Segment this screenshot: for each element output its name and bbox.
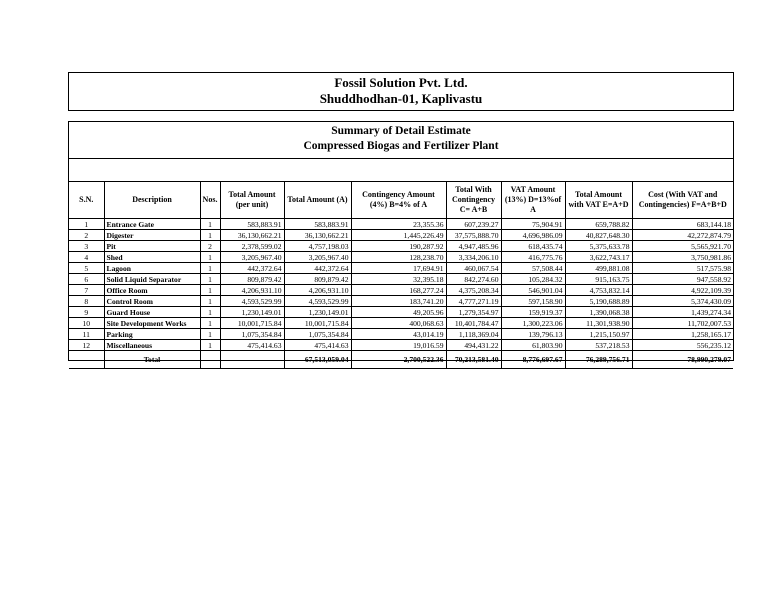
cell-with-contingency: 460,067.54 [446, 263, 501, 274]
cell-description: Solid Liquid Separator [104, 274, 200, 285]
cell-with-contingency: 4,375,208.34 [446, 285, 501, 296]
total-nos-cell [200, 351, 220, 369]
cell-contingency: 128,238.70 [351, 252, 446, 263]
cell-sn: 7 [69, 285, 104, 296]
table-row [69, 241, 733, 252]
cell-vat: 139,796.13 [501, 329, 565, 340]
table-row [69, 296, 733, 307]
cell-per-unit: 442,372.64 [220, 263, 284, 274]
cell-vat: 75,904.91 [501, 219, 565, 230]
cell-contingency: 400,068.63 [351, 318, 446, 329]
cell-with-vat: 915,163.75 [565, 274, 632, 285]
cell-per-unit: 36,130,662.21 [220, 230, 284, 241]
cell-sn: 6 [69, 274, 104, 285]
cell-with-contingency: 842,274.60 [446, 274, 501, 285]
column-header-vat: VAT Amount (13%) D=13%of A [501, 182, 565, 219]
cell-grand-total: 5,565,921.70 [632, 241, 733, 252]
cell-contingency: 190,287.92 [351, 241, 446, 252]
table-row [69, 318, 733, 329]
cell-per-unit: 3,205,967.40 [220, 252, 284, 263]
cell-per-unit: 4,206,931.10 [220, 285, 284, 296]
cell-sn: 4 [69, 252, 104, 263]
cell-nos: 1 [200, 219, 220, 230]
cell-nos: 1 [200, 263, 220, 274]
cell-per-unit: 4,593,529.99 [220, 296, 284, 307]
cell-with-vat: 537,218.53 [565, 340, 632, 351]
table-row [69, 329, 733, 340]
cell-contingency: 43,014.19 [351, 329, 446, 340]
cell-nos: 1 [200, 318, 220, 329]
table-row [69, 274, 733, 285]
column-header-nos: Nos. [200, 182, 220, 219]
cell-with-vat: 4,753,832.14 [565, 285, 632, 296]
column-header-description: Description [104, 182, 200, 219]
table-row [69, 219, 733, 230]
total-per-unit-cell [220, 351, 284, 369]
cell-vat: 4,696,986.09 [501, 230, 565, 241]
cell-vat: 618,435.74 [501, 241, 565, 252]
summary-section [68, 121, 734, 364]
cell-sn: 1 [69, 219, 104, 230]
table-row [69, 285, 733, 296]
table-row [69, 252, 733, 263]
cell-sn: 12 [69, 340, 104, 351]
cell-contingency: 1,445,226.49 [351, 230, 446, 241]
cell-grand-total: 517,575.98 [632, 263, 733, 274]
cell-per-unit: 1,075,354.84 [220, 329, 284, 340]
cell-with-contingency: 10,401,784.47 [446, 318, 501, 329]
total-row [69, 351, 733, 369]
company-name: Fossil Solution Pvt. Ltd. [334, 75, 468, 90]
total-vat: 8,776,697.67 [501, 351, 565, 369]
cell-vat: 597,158.90 [501, 296, 565, 307]
cell-nos: 1 [200, 285, 220, 296]
cell-with-contingency: 494,431.22 [446, 340, 501, 351]
cell-per-unit: 475,414.63 [220, 340, 284, 351]
cell-with-vat: 499,881.08 [565, 263, 632, 274]
cell-nos: 1 [200, 230, 220, 241]
cell-with-vat: 40,827,648.30 [565, 230, 632, 241]
cell-amount-a: 4,593,529.99 [284, 296, 351, 307]
cell-description: Control Room [104, 296, 200, 307]
cell-grand-total: 3,750,981.86 [632, 252, 733, 263]
cell-amount-a: 583,883.91 [284, 219, 351, 230]
cell-with-vat: 1,390,068.38 [565, 307, 632, 318]
summary-header [69, 124, 733, 159]
cell-with-contingency: 607,239.27 [446, 219, 501, 230]
cell-with-contingency: 37,575,888.70 [446, 230, 501, 241]
table-body [69, 219, 733, 351]
cell-contingency: 19,016.59 [351, 340, 446, 351]
cell-amount-a: 4,206,931.10 [284, 285, 351, 296]
cell-per-unit: 583,883.91 [220, 219, 284, 230]
cell-amount-a: 475,414.63 [284, 340, 351, 351]
cell-with-vat: 5,190,688.89 [565, 296, 632, 307]
cell-with-vat: 11,301,938.90 [565, 318, 632, 329]
cell-sn: 9 [69, 307, 104, 318]
cell-grand-total: 4,922,109.39 [632, 285, 733, 296]
company-address: Shuddhodhan-01, Kaplivastu [319, 91, 483, 106]
column-header-per-unit: Total Amount (per unit) [220, 182, 284, 219]
cell-description: Miscellaneous [104, 340, 200, 351]
cell-grand-total: 1,439,274.34 [632, 307, 733, 318]
company-header [68, 72, 734, 111]
cell-sn: 3 [69, 241, 104, 252]
total-with-vat: 76,289,756.71 [565, 351, 632, 369]
cell-contingency: 168,277.24 [351, 285, 446, 296]
cell-with-contingency: 4,777,271.19 [446, 296, 501, 307]
table-row [69, 307, 733, 318]
column-header-amount-a: Total Amount (A) [284, 182, 351, 219]
cell-nos: 1 [200, 252, 220, 263]
cell-amount-a: 36,130,662.21 [284, 230, 351, 241]
cell-description: Guard House [104, 307, 200, 318]
cell-amount-a: 3,205,967.40 [284, 252, 351, 263]
cell-contingency: 49,205.96 [351, 307, 446, 318]
cell-vat: 159,919.37 [501, 307, 565, 318]
cell-vat: 546,901.04 [501, 285, 565, 296]
cell-amount-a: 442,372.64 [284, 263, 351, 274]
cell-description: Entrance Gate [104, 219, 200, 230]
cell-vat: 61,803.90 [501, 340, 565, 351]
cell-vat: 105,284.32 [501, 274, 565, 285]
cell-with-vat: 5,375,633.78 [565, 241, 632, 252]
cell-with-contingency: 4,947,485.96 [446, 241, 501, 252]
cell-sn: 11 [69, 329, 104, 340]
cell-nos: 1 [200, 329, 220, 340]
cell-nos: 2 [200, 241, 220, 252]
cell-per-unit: 10,001,715.84 [220, 318, 284, 329]
cell-with-contingency: 1,118,369.04 [446, 329, 501, 340]
cell-amount-a: 10,001,715.84 [284, 318, 351, 329]
cell-grand-total: 556,235.12 [632, 340, 733, 351]
cell-amount-a: 1,075,354.84 [284, 329, 351, 340]
cell-grand-total: 1,258,165.17 [632, 329, 733, 340]
cell-per-unit: 2,378,599.02 [220, 241, 284, 252]
cell-amount-a: 1,230,149.01 [284, 307, 351, 318]
cell-description: Pit [104, 241, 200, 252]
cell-sn: 8 [69, 296, 104, 307]
column-header-sn: S.N. [69, 182, 104, 219]
cell-nos: 1 [200, 274, 220, 285]
cell-amount-a: 4,757,198.03 [284, 241, 351, 252]
cell-sn: 5 [69, 263, 104, 274]
cell-with-contingency: 1,279,354.97 [446, 307, 501, 318]
column-header-grand-total: Cost (With VAT and Contingencies) F=A+B+D [632, 182, 733, 219]
cell-with-contingency: 3,334,206.10 [446, 252, 501, 263]
column-header-with-contingency: Total With Contingency C= A+B [446, 182, 501, 219]
cell-with-vat: 1,215,150.97 [565, 329, 632, 340]
cell-grand-total: 683,144.18 [632, 219, 733, 230]
total-with-contingency: 70,213,581.40 [446, 351, 501, 369]
cell-contingency: 17,694.91 [351, 263, 446, 274]
cell-description: Lagoon [104, 263, 200, 274]
table-row [69, 230, 733, 241]
cell-grand-total: 42,272,874.79 [632, 230, 733, 241]
summary-title: Summary of Detail Estimate [331, 125, 471, 137]
table-row [69, 263, 733, 274]
total-sn-cell [69, 351, 104, 369]
cell-contingency: 183,741.20 [351, 296, 446, 307]
table-row [69, 340, 733, 351]
spacer-row [69, 159, 733, 182]
cell-nos: 1 [200, 296, 220, 307]
cell-vat: 1,300,223.06 [501, 318, 565, 329]
cell-per-unit: 1,230,149.01 [220, 307, 284, 318]
total-amount-a: 67,513,059.04 [284, 351, 351, 369]
cell-sn: 2 [69, 230, 104, 241]
cell-with-vat: 3,622,743.17 [565, 252, 632, 263]
cell-description: Digester [104, 230, 200, 241]
cell-description: Parking [104, 329, 200, 340]
cell-nos: 1 [200, 340, 220, 351]
cell-per-unit: 809,879.42 [220, 274, 284, 285]
column-header-with-vat: Total Amount with VAT E=A+D [565, 182, 632, 219]
cell-sn: 10 [69, 318, 104, 329]
cell-description: Site Development Works [104, 318, 200, 329]
cell-description: Shed [104, 252, 200, 263]
cell-grand-total: 5,374,430.09 [632, 296, 733, 307]
total-grand: 78,990,279.07 [632, 351, 733, 369]
cell-grand-total: 11,702,007.53 [632, 318, 733, 329]
cell-vat: 416,775.76 [501, 252, 565, 263]
total-label: Total [104, 351, 200, 369]
cell-description: Office Room [104, 285, 200, 296]
table-header-row [69, 182, 733, 219]
summary-subtitle: Compressed Biogas and Fertilizer Plant [303, 140, 499, 152]
cell-grand-total: 947,558.92 [632, 274, 733, 285]
cell-nos: 1 [200, 307, 220, 318]
column-header-contingency: Contingency Amount (4%) B=4% of A [351, 182, 446, 219]
cell-vat: 57,508.44 [501, 263, 565, 274]
estimate-table [69, 182, 733, 369]
cell-with-vat: 659,788.82 [565, 219, 632, 230]
cell-contingency: 23,355.36 [351, 219, 446, 230]
total-contingency: 2,700,522.36 [351, 351, 446, 369]
cell-amount-a: 809,879.42 [284, 274, 351, 285]
cell-contingency: 32,395.18 [351, 274, 446, 285]
